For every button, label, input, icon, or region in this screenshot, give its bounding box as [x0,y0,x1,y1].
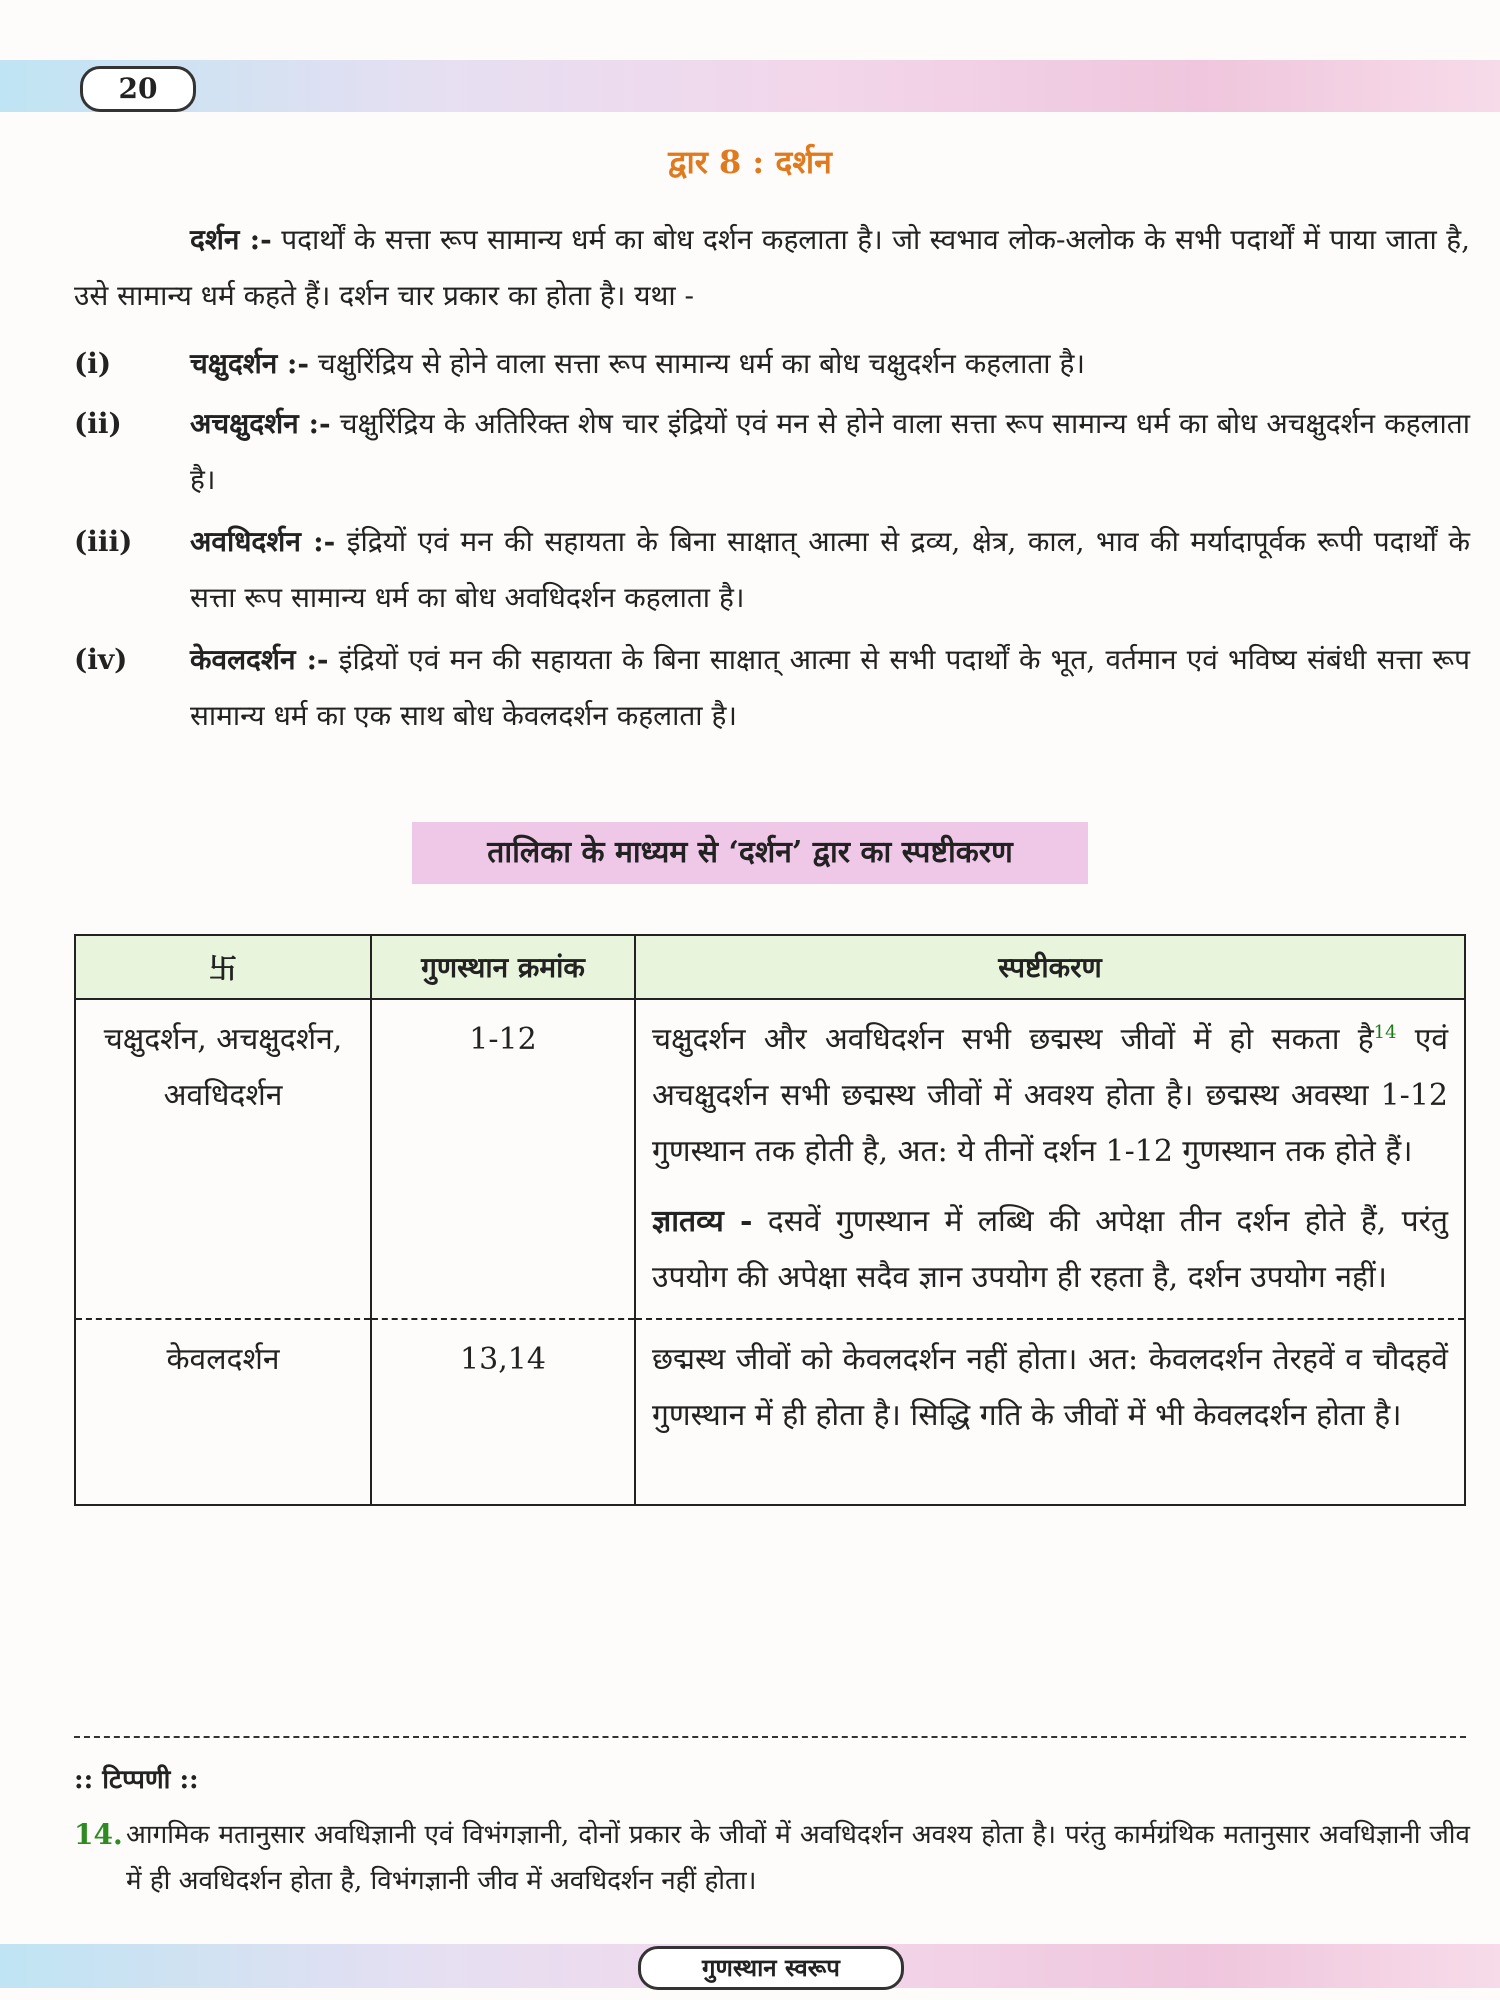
darshan-table [74,934,1466,1506]
intro-paragraph [74,212,1470,324]
list-item-number: (iv) [74,643,128,676]
list-item [74,632,1470,744]
explanation-cell [635,999,1465,1319]
book-title: गुणस्थान स्वरूप [638,1946,904,1990]
intro-text: पदार्थों के सत्ता रूप सामान्य धर्म का बोध दर्शन कहलाता है। जो स्वभाव लोक-अलोक के सभी पदार्थों में पाया जाता है, उसे सामान्य धर्म कहते हैं। दर्शन चार प्रकार का होता है। यथा - [74,223,1471,312]
gunasthana-range-cell: 1-12 [371,999,635,1319]
footnote-item [74,1812,1470,1904]
list-item [74,336,1470,392]
footnote-divider [74,1736,1466,1738]
footnote-text: आगमिक मतानुसार अवधिज्ञानी एवं विभंगज्ञानी, दोनों प्रकार के जीवों में अवधिदर्शन अवश्य होता है। परंतु कार्मग्रंथिक मतानुसार अवधिज्ञानी जीव में ही अवधिदर्शन होता है, विभंगज्ञानी जीव में अवधिदर्शन नहीं होता। [126,1820,1470,1896]
gunasthana-column-header: गुणस्थान क्रमांक [371,935,635,999]
explanation-cell: छद्मस्थ जीवों को केवलदर्शन नहीं होता। अत: केवलदर्शन तेरहवें व चौदहवें गुणस्थान में ही होता है। सिद्धि गति के जीवों में भी केवलदर्शन होता है। [635,1319,1465,1505]
list-item-text: चक्षुरिंद्रिय के अतिरिक्त शेष चार इंद्रियों एवं मन से होने वाला सत्ता रूप सामान्य धर्म का बोध अचक्षुदर्शन कहलाता है। [190,407,1471,496]
table-row [75,1319,1465,1505]
footnote-number: 14. [74,1818,123,1851]
list-item-term: अवधिदर्शन :- [190,525,336,558]
list-item [74,514,1470,626]
list-item-text: चक्षुरिंद्रिय से होने वाला सत्ता रूप सामान्य धर्म का बोध चक्षुदर्शन कहलाता है। [309,347,1085,380]
list-item-text: इंद्रियों एवं मन की सहायता के बिना साक्षात् आत्मा से सभी पदार्थों के भूत, वर्तमान एवं भविष्य संबंधी सत्ता रूप सामान्य धर्म का एक साथ बोध केवलदर्शन कहलाता है। [190,643,1470,732]
table-row [75,999,1465,1319]
footnote-reference[interactable]: 14 [1373,1022,1397,1043]
list-item-number: (iii) [74,525,133,558]
list-item-term: केवलदर्शन :- [190,643,329,676]
list-item-text: इंद्रियों एवं मन की सहायता के बिना साक्षात् आत्मा से द्रव्य, क्षेत्र, काल, भाव की मर्यादापूर्वक रूपी पदार्थों के सत्ता रूप सामान्य धर्म का बोध अवधिदर्शन कहलाता है। [190,525,1470,614]
darshan-type-cell: केवलदर्शन [75,1319,371,1505]
table-heading: तालिका के माध्यम से ‘दर्शन’ द्वार का स्पष्टीकरण [412,822,1088,884]
gunasthana-range-cell: 13,14 [371,1319,635,1505]
list-item [74,396,1470,508]
explanation-text-cont: एवं अचक्षुदर्शन सभी छद्मस्थ जीवों में अवश्य होता है। छद्मस्थ अवस्था 1-12 गुणस्थान तक होती है, अत: ये तीनों दर्शन 1-12 गुणस्थान तक होते हैं। [652,1022,1449,1169]
explanation-text: चक्षुदर्शन और अवधिदर्शन सभी छद्मस्थ जीवों में हो सकता है [652,1022,1374,1057]
header-decorative-band [0,60,1500,112]
page-number: 20 [80,66,196,112]
list-item-number: (ii) [74,407,122,440]
explanation-column-header: स्पष्टीकरण [635,935,1465,999]
notes-heading: :: टिप्पणी :: [74,1765,199,1795]
note-text: दसवें गुणस्थान में लब्धि की अपेक्षा तीन दर्शन होते हैं, परंतु उपयोग की अपेक्षा सदैव ज्ञान उपयोग ही रहता है, दर्शन उपयोग नहीं। [652,1204,1448,1295]
list-item-term: अचक्षुदर्शन :- [190,407,331,440]
intro-term: दर्शन :- [190,223,272,256]
section-title: द्वार 8 : दर्शन [668,143,832,181]
list-item-number: (i) [74,347,112,380]
swastika-column-header: 卐 [75,935,371,999]
table-header-row [75,935,1465,999]
list-item-term: चक्षुदर्शन :- [190,347,310,380]
darshan-type-cell: चक्षुदर्शन, अचक्षुदर्शन, अवधिदर्शन [75,999,371,1319]
note-label: ज्ञातव्य - [652,1204,753,1239]
